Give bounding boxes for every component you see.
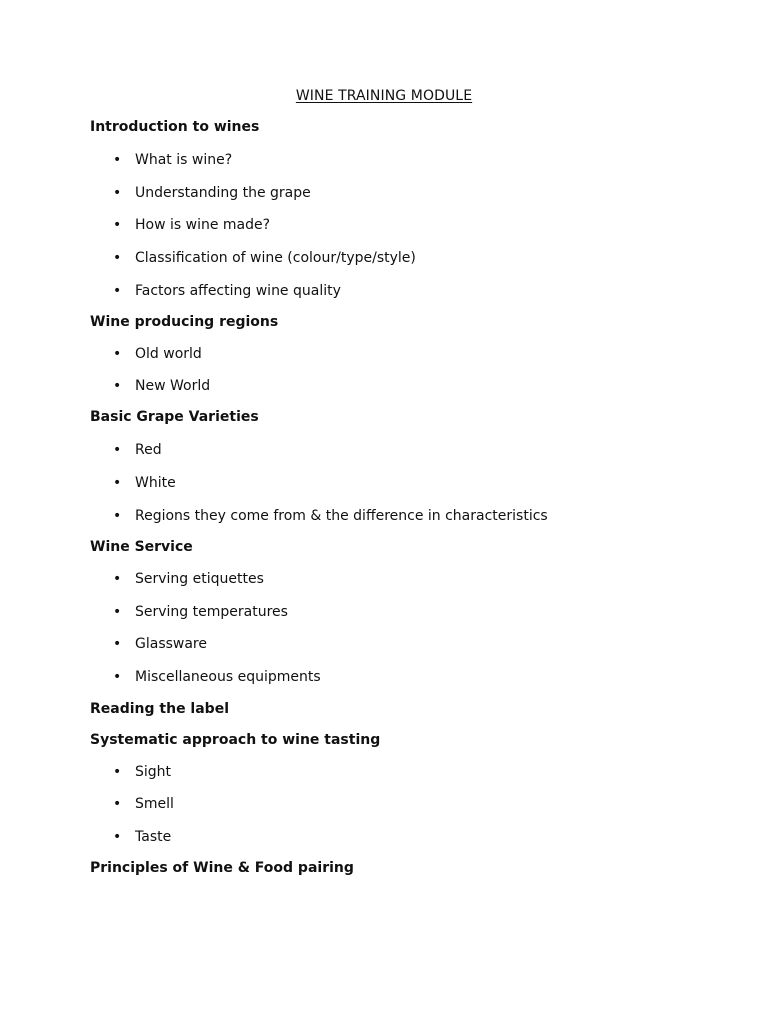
- bullet-icon: •: [113, 250, 122, 266]
- list-item: Classification of wine (colour/type/style): [135, 250, 416, 266]
- section-heading: Wine producing regions: [90, 314, 279, 330]
- bullet-icon: •: [113, 185, 122, 201]
- bullet-icon: •: [113, 283, 122, 299]
- bullet-icon: •: [113, 508, 122, 524]
- bullet-icon: •: [113, 796, 122, 812]
- list-item: Old world: [135, 346, 202, 362]
- section-heading: Wine Service: [90, 539, 193, 555]
- list-item: Taste: [135, 829, 172, 845]
- bullet-icon: •: [113, 669, 122, 685]
- document-title: WINE TRAINING MODULE: [295, 88, 473, 104]
- list-item: How is wine made?: [135, 217, 271, 233]
- bullet-icon: •: [113, 217, 122, 233]
- bullet-icon: •: [113, 346, 122, 362]
- bullet-icon: •: [113, 378, 122, 394]
- list-item: Miscellaneous equipments: [135, 669, 321, 685]
- list-item: Red: [135, 442, 162, 458]
- list-item: Serving etiquettes: [135, 571, 264, 587]
- list-item: Glassware: [135, 636, 207, 652]
- bullet-icon: •: [113, 442, 122, 458]
- list-item: What is wine?: [135, 152, 233, 168]
- list-item: Understanding the grape: [135, 185, 311, 201]
- bullet-icon: •: [113, 571, 122, 587]
- list-item: Serving temperatures: [135, 604, 288, 620]
- list-item: White: [135, 475, 176, 491]
- section-heading: Principles of Wine & Food pairing: [90, 860, 354, 876]
- list-item: Factors affecting wine quality: [135, 283, 341, 299]
- list-item: Sight: [135, 764, 172, 780]
- list-item: New World: [135, 378, 211, 394]
- bullet-icon: •: [113, 604, 122, 620]
- bullet-icon: •: [113, 636, 122, 652]
- bullet-icon: •: [113, 764, 122, 780]
- list-item: Regions they come from & the difference in characteristics: [135, 508, 548, 524]
- section-heading: Reading the label: [90, 701, 229, 717]
- bullet-icon: •: [113, 152, 122, 168]
- section-heading: Introduction to wines: [90, 119, 260, 135]
- section-heading: Systematic approach to wine tasting: [90, 732, 381, 748]
- bullet-icon: •: [113, 475, 122, 491]
- bullet-icon: •: [113, 829, 122, 845]
- list-item: Smell: [135, 796, 174, 812]
- section-heading: Basic Grape Varieties: [90, 409, 259, 425]
